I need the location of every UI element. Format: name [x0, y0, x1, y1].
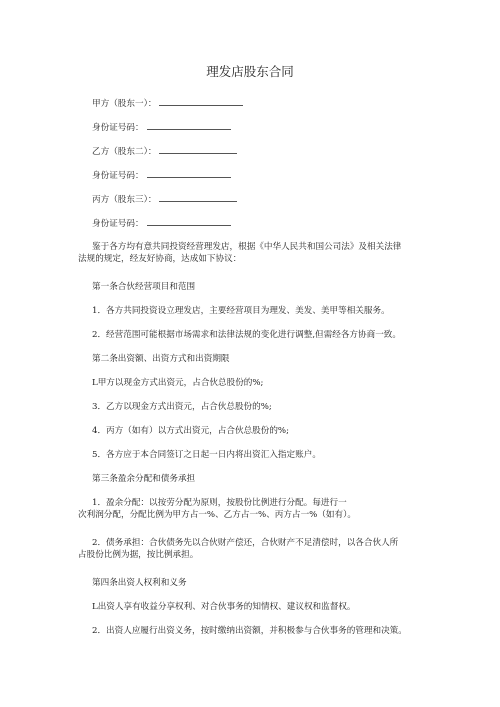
- party-b-label: 乙方（股东二）：: [92, 147, 157, 157]
- party-a-label: 甲方（股东一）：: [92, 99, 157, 109]
- party-c-label: 丙方（股东三）：: [92, 195, 157, 205]
- party-a-line: [92, 97, 243, 110]
- section-4-title: 第四条出资人权利和义务: [92, 578, 187, 588]
- party-b-line: [92, 145, 237, 158]
- section-4-item-2: 2．出资人应履行出资义务，按时缴纳出资额，并积极参与合伙事务的管理和决策。: [92, 626, 407, 636]
- party-a-id-line: [92, 121, 231, 134]
- section-2-title: 第二条出资额、出资方式和出资期限: [92, 354, 230, 364]
- party-b-id-blank[interactable]: [147, 169, 231, 178]
- party-c-line: [92, 193, 237, 206]
- section-1-item-2: 2．经营范围可能根据市场需求和法律法规的变化进行调整,但需经各方协商一致。: [92, 330, 401, 340]
- party-a-id-blank[interactable]: [147, 121, 231, 130]
- section-1-item-1: 1．各方共同投资设立理发店，主要经营项目为理发、美发、美甲等相关服务。: [92, 306, 390, 316]
- section-3-item-2-line-1: 2．债务承担：合伙债务先以合伙财产偿还，合伙财产不足清偿时，以各合伙人所: [92, 538, 399, 548]
- intro-paragraph: [78, 241, 440, 265]
- party-c-id-line: [92, 217, 231, 230]
- section-3-item-1-line-1: 1．盈余分配：以按劳分配为原则，按股份比例进行分配。每进行一: [92, 498, 347, 508]
- document-title: 理发店股东合同: [206, 64, 294, 79]
- party-c-id-blank[interactable]: [147, 217, 231, 226]
- party-a-blank[interactable]: [159, 97, 243, 106]
- party-b-id-label: 身份证号码：: [92, 171, 144, 181]
- section-3-item-2: [78, 537, 440, 561]
- section-2-item-3: 3．乙方以现金方式出资元，占合伙总股份的%;: [92, 402, 272, 412]
- intro-line-1: 鉴于各方均有意共同投资经营理发店，根据《中华人民共和国公司法》及相关法律: [92, 242, 402, 252]
- section-3-title: 第三条盈余分配和债务承担: [92, 474, 196, 484]
- section-2-item-1: L甲方以现金方式出资元，占合伙总股份的%;: [92, 378, 264, 388]
- section-2-item-5: 5．各方应于本合同签订之日起一日内将出资汇入指定账户。: [92, 450, 321, 460]
- section-4-item-1: L出资人享有收益分享权利、对合伙事务的知情权、建议权和监督权。: [92, 602, 356, 612]
- party-b-blank[interactable]: [159, 145, 237, 154]
- intro-line-2: 法规的规定，经友好协商，达成如下协议：: [78, 254, 242, 264]
- section-2-item-4: 4．丙方（如有）以方式出资元，占合伙总股份的%;: [92, 426, 289, 436]
- party-a-id-label: 身份证号码：: [92, 123, 144, 133]
- section-3-item-2-line-2: 占股份比例为据，按比例承担。: [78, 550, 199, 560]
- party-c-id-label: 身份证号码：: [92, 219, 144, 229]
- section-3-item-1-line-2: 次利润分配，分配比例为甲方占一%、乙方占一%、丙方占一%（如有）。: [78, 510, 357, 520]
- party-c-blank[interactable]: [159, 193, 237, 202]
- party-b-id-line: [92, 169, 231, 182]
- section-1-title: 第一条合伙经营项目和范围: [92, 282, 196, 292]
- section-3-item-1: [78, 497, 440, 521]
